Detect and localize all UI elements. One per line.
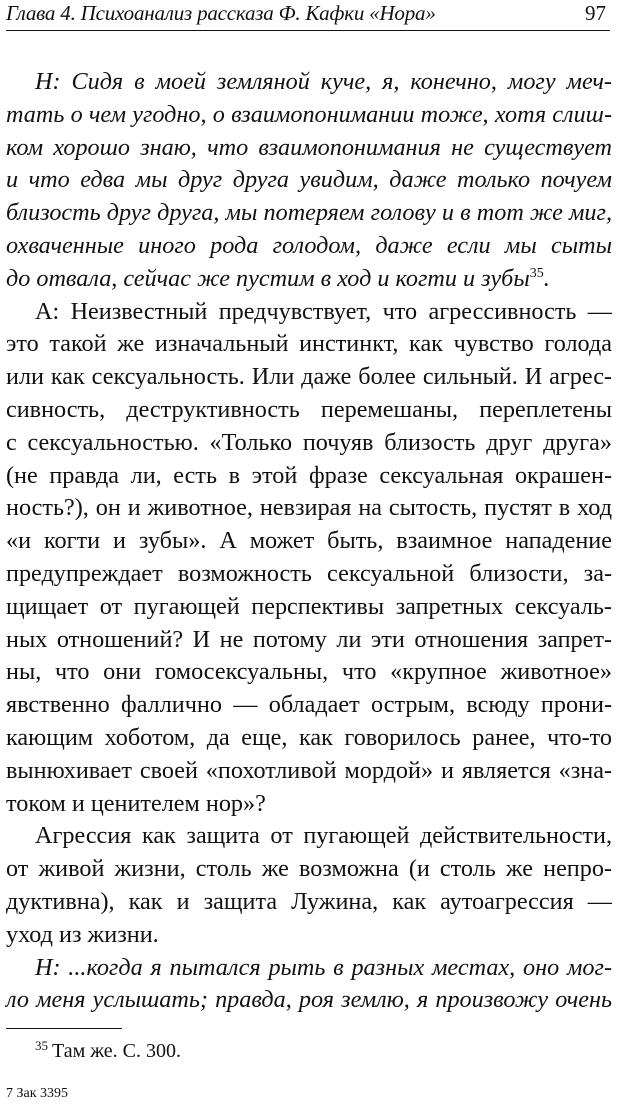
text-line: щищает от пугающей перспективы запретных сексуаль-	[6, 592, 612, 620]
text-line: кающим хоботом, да еще, как говорилось ранее, что-то	[6, 723, 612, 751]
text-line: это такой же изначальный инстинкт, как чувство голода	[6, 330, 612, 358]
printer-signature: 7 Зак 3395	[6, 1086, 69, 1101]
text-line: дуктивна), как и защита Лужина, как аутоагрессия —	[6, 887, 612, 915]
text-line: близость друг друга, мы потеряем голову и в тот же миг,	[6, 199, 612, 227]
footnote-divider	[6, 1028, 122, 1029]
footnote-number: 35	[35, 1038, 48, 1053]
text-line: и что едва мы друг друга увидим, даже только почуем	[6, 166, 612, 194]
text-line: ность?), он и животное, невзирая на сытость, пустят в ход	[6, 494, 612, 522]
text-line: охваченные иного рода голодом, даже если мы сыты	[6, 231, 612, 259]
text-line: ло меня услышать; правда, роя землю, я произвожу очень	[6, 986, 612, 1014]
text-line: током и ценителем нор»?	[6, 789, 266, 817]
text-line: «и когти и зубы». А может быть, взаимное нападение	[6, 527, 612, 555]
text-line: уход из жизни.	[6, 920, 159, 948]
text-line: или как сексуальность. Или даже более сильный. И агрес-	[6, 363, 612, 391]
text-line: предупреждает возможность сексуальной близости, за-	[6, 559, 612, 587]
text-line: Агрессия как защита от пугающей действительности,	[35, 822, 612, 850]
footnote	[35, 1040, 181, 1063]
text-line: Н: Сидя в моей земляной куче, я, конечно, могу меч-	[35, 68, 612, 95]
text-line: до отвала, сейчас же пустим в ход и когти и зубы$^{35}$.	[6, 264, 550, 292]
body-text	[6, 66, 612, 1017]
header-title: Глава 4. Психоанализ рассказа Ф. Кафки «Нора»	[6, 1, 436, 25]
text-line: явственно фаллично — обладает острым, всюду прони-	[6, 691, 612, 719]
text-line: с сексуальностью. «Только почуяв близость друг друга»	[6, 428, 612, 456]
footnote-reference: 35	[529, 265, 544, 281]
text-line: от живой жизни, столь же возможна (и столь же непро-	[6, 855, 612, 883]
text-line: сивность, деструктивность перемешаны, переплетены	[6, 395, 612, 423]
running-header	[6, 0, 610, 31]
text-line: А: Неизвестный предчувствует, что агрессивность —	[35, 297, 612, 325]
footnote-text: Там же. С. 300.	[52, 1040, 182, 1062]
text-line: ком хорошо знаю, что взаимопонимания не существует	[6, 133, 612, 161]
text-line: тать о чем угодно, о взаимопонимании тоже, хотя слиш-	[6, 100, 612, 128]
page-number: 97	[585, 1, 606, 25]
text-line: Н: ...когда я пытался рыть в разных местах, оно мог-	[35, 953, 612, 981]
text-line: (не правда ли, есть в этой фразе сексуальная окрашен-	[6, 461, 612, 489]
text-line: вынюхивает своей «похотливой мордой» и является «зна-	[6, 756, 612, 784]
text-line: ны, что они гомосексуальны, что «крупное животное»	[6, 658, 612, 686]
text-line: ных отношений? И не потому ли эти отношения запрет-	[6, 625, 612, 653]
